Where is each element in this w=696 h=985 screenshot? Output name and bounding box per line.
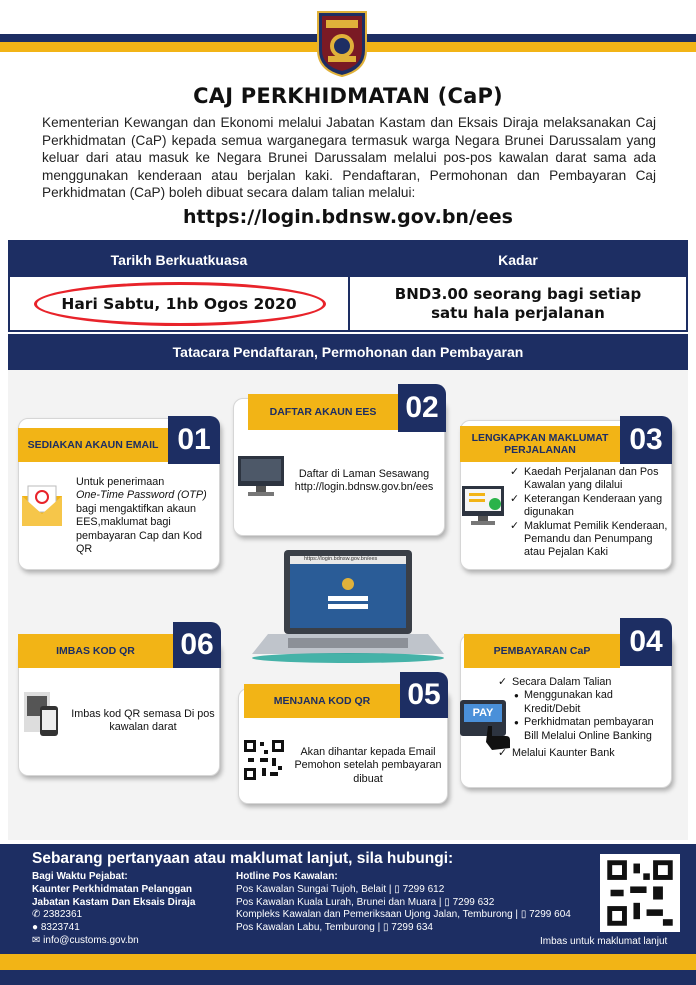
phone-icon: ▯: [394, 883, 400, 895]
step-06-text: Imbas kod QR semasa Di pos kawalan darat: [71, 708, 215, 734]
hotline-number[interactable]: 7299 634: [391, 922, 433, 934]
hotline-place: Pos Kawalan Kuala Lurah, Brunei dan Muara |: [236, 896, 442, 908]
form-check-monitor-icon: [460, 484, 506, 528]
hotline-place: Pos Kawalan Labu, Temburong |: [236, 922, 381, 934]
intro-paragraph: Kementerian Kewangan dan Ekonomi melalui Jabatan Kastam dan Eksais Diraja melaksanakan Caj Perkhidmatan (CaP) kepada semua warganegara termasuk warga Negara Brunei Darussalam yang keluar dari atau masuk ke Negara Brunei Darussalam melalui pos-pos kawalan darat sama ada menggunakan kenderaan atau berjalan kaki. Pendaftaran, Permohonan dan Pembayaran Caj Perkhidmatan (CaP) boleh dibuat secara dalam talian melalui:: [42, 115, 656, 201]
step-04-sub-item: ● Perkhidmatan pembayaran Bill Melalui Online Banking: [512, 716, 670, 743]
laptop-screen-url: https://login.bdnsw.gov.bn/ees: [304, 556, 378, 562]
footer-qr-code-icon[interactable]: [600, 854, 680, 932]
office-hours-label: Bagi Waktu Pejabat:: [32, 871, 128, 882]
step-02-label: DAFTAR AKAUN EES: [248, 394, 398, 430]
effective-date-cell: [10, 277, 348, 330]
email-envelope-icon: [20, 482, 64, 528]
hotline-number[interactable]: 7299 604: [529, 909, 571, 921]
footer-qr-caption: Imbas untuk maklumat lanjut: [540, 936, 668, 947]
hotline-row: [236, 909, 606, 922]
step-04-online: Secara Dalam Talian: [512, 676, 612, 688]
phone-scan-icon: [22, 690, 62, 738]
step-03-label: LENGKAPKAN MAKLUMAT PERJALANAN: [460, 426, 620, 462]
step-04-counter: Melalui Kaunter Bank: [512, 747, 615, 760]
step-04-label: PEMBAYARAN CaP: [464, 634, 620, 668]
step-04-sub-item: ● Menggunakan kad Kredit/Debit: [512, 689, 670, 716]
qr-code-icon: [242, 738, 286, 782]
mail-icon: ✉: [32, 934, 44, 946]
step-05-number: 05: [400, 672, 448, 718]
step-03-checklist: [510, 466, 670, 560]
step-01-number: 01: [168, 416, 220, 464]
step-05-label: MENJANA KOD QR: [244, 684, 400, 718]
office-phone-1[interactable]: 2382361: [43, 909, 83, 921]
steps-section-header: Tatacara Pendaftaran, Permohonan dan Pembayaran: [8, 334, 688, 370]
rate-value: BND3.00 seorang bagi setiap satu hala perjalanan: [394, 284, 642, 322]
hotline-number[interactable]: 7299 632: [452, 896, 495, 908]
contact-footer: [0, 844, 696, 954]
step-03-number: 03: [620, 416, 672, 464]
step-03-item: ✓ Kaedah Perjalanan dan Pos Kawalan yang dilalui: [510, 466, 670, 493]
laptop-illustration: [248, 546, 448, 664]
step-06-number: 06: [173, 622, 221, 668]
step-02-text: Daftar di Laman Sesawang http://login.bdnsw.gov.bn/ees: [294, 468, 434, 494]
rate-header: Kadar: [350, 242, 686, 277]
hotline-row: [236, 922, 606, 935]
step-03-item: ✓ Maklumat Pemilik Kenderaan, Pemandu dan Penumpang atau Pejalan Kaki: [510, 520, 670, 560]
step-04-number: 04: [620, 618, 672, 666]
step-02-number: 02: [398, 384, 446, 432]
step-01-text-c: bagi mengaktifkan akaun EES,maklumat bagi pembayaran Cap dan Kod QR: [76, 502, 203, 556]
step-01-text-a: Untuk penerimaan: [76, 476, 165, 488]
step-01-label: SEDIAKAN AKAUN EMAIL: [18, 428, 168, 462]
whatsapp-icon: ●: [32, 922, 41, 934]
steps-area: SEDIAKAN AKAUN EMAIL 01 Untuk penerimaan One-Time Password (OTP) bagi mengaktifkan akaun EES,maklumat bagi pembayaran Cap dan Kod QR DAFTAR AKAUN EES 02 Daftar di Laman Sesawang http://login.bdnsw.gov.bn/ees LENGKAPKAN MAKLUMAT PERJALANAN 03 ✓ Kaedah Perjalanan dan Pos Kawalan yang dilalui ✓ Keterangan Kenderaan yang digunakan ✓ Maklumat Pemilik Kenderaan, Pemandu dan Penumpang atau Pejalan Kaki https://login.bdnsw.gov.bn/ees IMBAS KOD QR 06 Imbas kod QR semasa Di pos kawalan darat MENJANA KOD QR 05 Akan dihantar kepada Email Pemohon setelah pembayaran dibuat PEMBAYARAN CaP 04 PAY ✓ Secara Dalam Talian ● Menggunakan kad Kredit/Debit ● Perkhidmatan pembayaran Bill Melalui Online Banking ✓ Melalui Kaunter Bank: [8, 370, 688, 840]
customs-crest-logo: [312, 8, 372, 78]
hotline-contacts: [236, 871, 606, 935]
office-email[interactable]: info@customs.gov.bn: [43, 934, 139, 946]
phone-icon: ✆: [32, 909, 44, 921]
office-phone-2[interactable]: 8323741: [40, 922, 80, 934]
step-01-text-otp: One-Time Password (OTP): [76, 489, 207, 502]
hotline-row: [236, 897, 606, 910]
hotline-place: Kompleks Kawalan dan Pemeriksaan Ujong Jalan, Temburong |: [236, 909, 519, 921]
phone-icon: ▯: [382, 922, 389, 934]
step-06-label: IMBAS KOD QR: [18, 634, 173, 668]
footer-heading: Sebarang pertanyaan atau maklumat lanjut, sila hubungi:: [32, 850, 454, 867]
computer-monitor-icon: [236, 454, 286, 498]
hotline-row: [236, 884, 606, 897]
office-name: Kaunter Perkhidmatan Pelanggan Jabatan Kastam Dan Eksais Diraja: [32, 883, 196, 908]
effective-date-header: Tarikh Berkuatkuasa: [10, 242, 348, 277]
page-title: CAJ PERKHIDMATAN (CaP): [193, 84, 503, 108]
effective-date-value: Hari Sabtu, 1hb Ogos 2020: [61, 294, 297, 313]
bottom-navy-stripe: [0, 970, 696, 985]
step-04-online-options: [512, 689, 670, 743]
bottom-yellow-stripe: [0, 954, 696, 970]
phone-icon: ▯: [520, 909, 527, 921]
effective-date-rate-table: [8, 240, 688, 332]
step-03-item: ✓ Keterangan Kenderaan yang digunakan: [510, 493, 670, 520]
registration-url[interactable]: https://login.bdnsw.gov.bn/ees: [183, 206, 513, 228]
office-contact: [32, 871, 227, 948]
hotline-place: Pos Kawalan Sungai Tujoh, Belait |: [236, 883, 392, 895]
hotline-number[interactable]: 7299 612: [402, 883, 445, 895]
step-05-text: Akan dihantar kepada Email Pemohon setelah pembayaran dibuat: [294, 746, 442, 785]
pay-screen-label: PAY: [464, 704, 502, 722]
phone-icon: ▯: [444, 896, 450, 908]
hotline-label: Hotline Pos Kawalan:: [236, 871, 338, 882]
